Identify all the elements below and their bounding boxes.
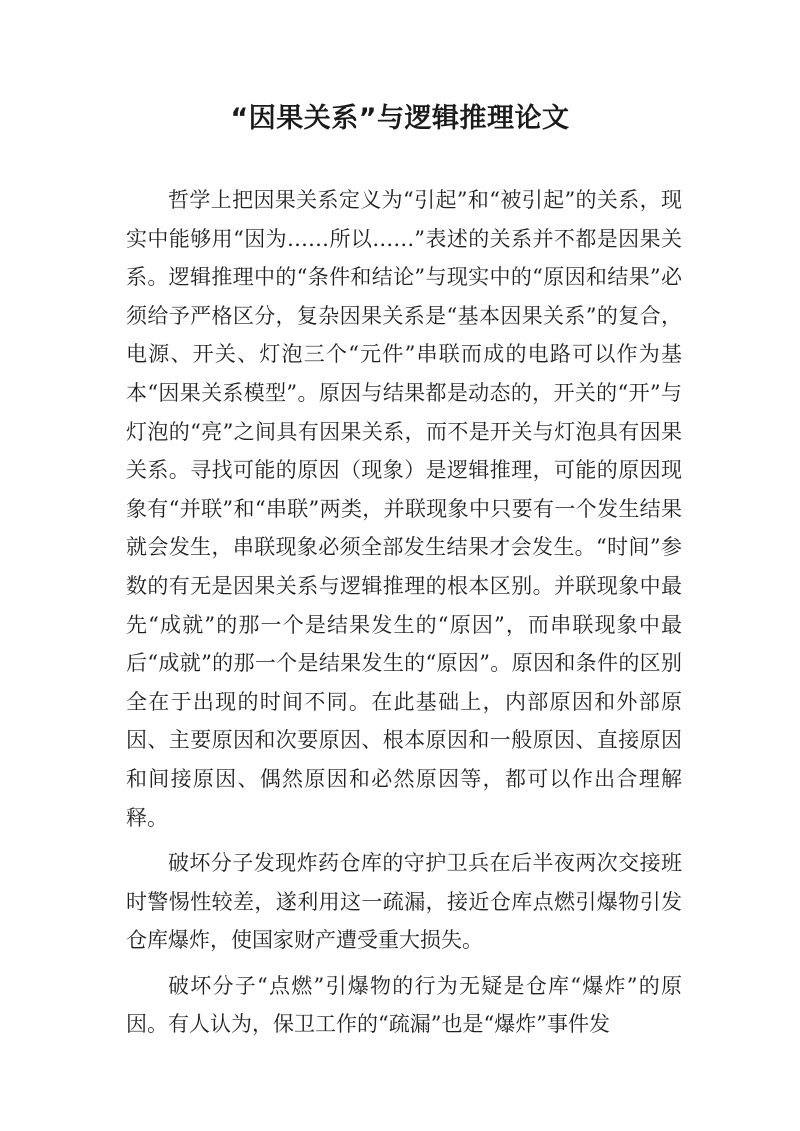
paragraph: 破坏分子发现炸药仓库的守护卫兵在后半夜两次交接班时警惕性较差，遂利用这一疏漏，接近仓库点燃引爆物引发仓库爆炸，使国家财产遭受重大损失。: [126, 851, 682, 953]
paragraph: 哲学上把因果关系定义为“引起”和“被引起”的关系，现实中能够用“因为……所以……”表述的关系并不都是因果关系。逻辑推理中的“条件和结论”与现实中的“原因和结果”必须给予严格区分，复杂因果关系是“基本因果关系”的复合，电源、开关、灯泡三个“元件”串联而成的电路可以作为基本“因果关系模型”。原因与结果都是动态的，开关的“开”与灯泡的“亮”之间具有因果关系，而不是开关与灯泡具有因果关系。寻找可能的原因（现象）是逻辑推理，可能的原因现象有“并联”和“串联”两类，并联现象中只要有一个发生结果就会发生，串联现象必须全部发生结果才会发生。“时间”参数的有无是因果关系与逻辑推理的根本区别。并联现象中最先“成就”的那一个是结果发生的“原因”，而串联现象中最后“成就”的那一个是结果发生的“原因”。原因和条件的区别全在于出现的时间不同。在此基础上，内部原因和外部原因、主要原因和次要原因、根本原因和一般原因、直接原因和间接原因、偶然原因和必然原因等，都可以作出合理解释。: [126, 188, 682, 830]
document-title: “因果关系”与逻辑推理论文: [230, 103, 570, 134]
paragraph: 破坏分子“点燃”引爆物的行为无疑是仓库“爆炸”的原因。有人认为，保卫工作的“疏漏”也是“爆炸”事件发: [126, 973, 682, 1037]
document-body: [126, 181, 682, 1051]
